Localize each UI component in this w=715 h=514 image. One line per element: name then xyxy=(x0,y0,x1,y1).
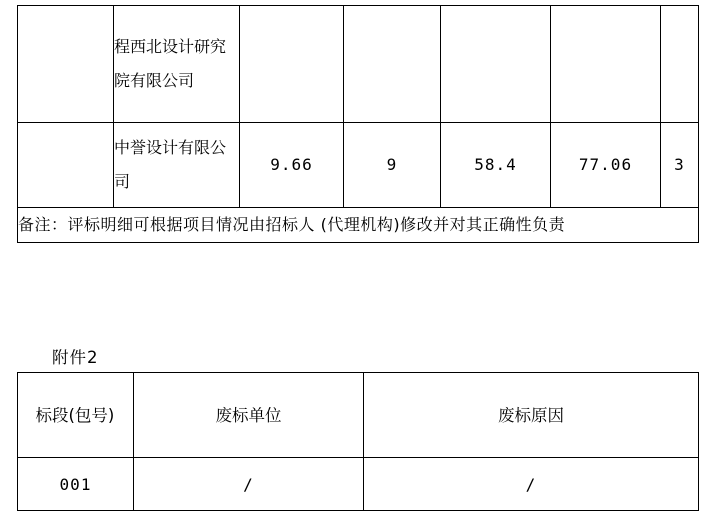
table-header-row xyxy=(18,373,699,458)
bidder-name-cell: 程西北设计研究院有限公司 xyxy=(114,6,240,123)
cell-failed-unit: / xyxy=(134,458,364,511)
score-cell-4 xyxy=(551,6,661,123)
score-cell-1 xyxy=(240,6,344,123)
table-note-row xyxy=(18,208,699,243)
table-note: 备注：评标明细可根据项目情况由招标人 (代理机构)修改并对其正确性负责 xyxy=(18,208,699,243)
failed-bid-table xyxy=(17,372,699,511)
header-lot-number xyxy=(18,373,134,458)
row-label-cell xyxy=(18,123,114,208)
header-failed-unit: 废标单位 xyxy=(134,373,364,458)
header-lot-number-text: 标段(包号) xyxy=(35,405,115,425)
rank-cell: 3 xyxy=(661,123,699,208)
table-row xyxy=(18,458,699,511)
score-cell-3: 58.4 xyxy=(441,123,551,208)
attachment-label: 附件2 xyxy=(52,348,99,367)
rank-cell xyxy=(661,6,699,123)
cell-lot-number: 001 xyxy=(18,458,134,511)
score-cell-3 xyxy=(441,6,551,123)
score-cell-4: 77.06 xyxy=(551,123,661,208)
bidder-name-cell: 中誉设计有限公司 xyxy=(114,123,240,208)
table-row xyxy=(18,6,699,123)
row-label-cell xyxy=(18,6,114,123)
table-row xyxy=(18,123,699,208)
cell-failed-reason: / xyxy=(364,458,699,511)
score-cell-2 xyxy=(344,6,441,123)
score-cell-2: 9 xyxy=(344,123,441,208)
bid-evaluation-table xyxy=(17,5,699,243)
header-failed-reason: 废标原因 xyxy=(364,373,699,458)
score-cell-1: 9.66 xyxy=(240,123,344,208)
